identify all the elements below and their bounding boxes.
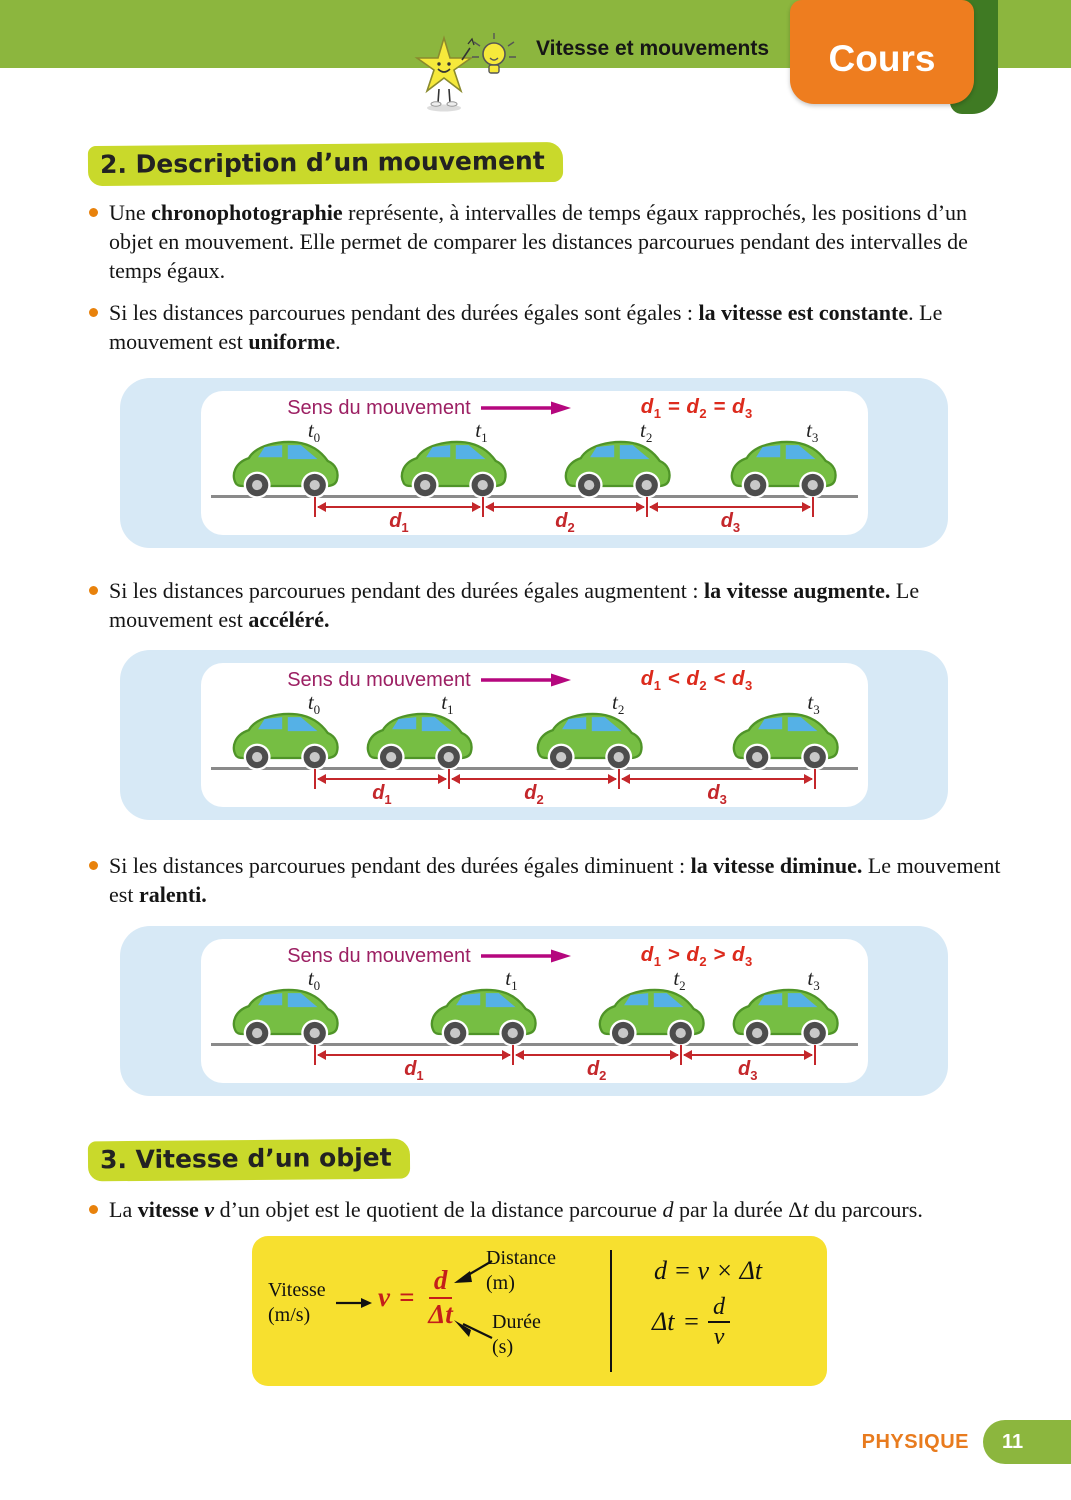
direction-label: Sens du mouvement [287, 669, 471, 691]
time-label: $t_0$ [307, 418, 321, 446]
chapter-title: Vitesse et mouvements [536, 37, 770, 60]
time-label: $t_1$ [441, 690, 454, 718]
bullet-icon [89, 861, 98, 870]
car-icon [533, 706, 645, 771]
time-label: $t_0$ [307, 690, 321, 718]
distance-label: $d_2$ [555, 510, 575, 535]
time-label: $t_2$ [611, 690, 625, 718]
time-label: $t_0$ [307, 966, 321, 994]
distance-formula: d = v × Δt [654, 1256, 763, 1285]
distance-relation: $d_1 < d_2 < d_3$ [640, 667, 753, 694]
diagram-stage [201, 690, 868, 807]
lightbulb-icon [472, 33, 516, 73]
time-label: $t_3$ [807, 966, 820, 994]
car-icon [229, 982, 341, 1047]
car-icon [729, 982, 841, 1047]
time-label: $t_3$ [806, 418, 819, 446]
bullet-paragraph: Si les distances parcourues pendant des durées égales diminuent : la vitesse diminue. Le mouvement est ralenti. [88, 851, 1001, 909]
car-icon [729, 706, 841, 771]
car-icon [229, 434, 341, 499]
distance-label: $d_2$ [586, 1058, 607, 1083]
diagram-card [201, 663, 868, 807]
direction-label: Sens du mouvement [287, 397, 471, 419]
diagram-card [201, 939, 868, 1083]
formula-divider [610, 1250, 612, 1372]
distance-relation: $d_1 = d_2 = d_3$ [640, 395, 753, 422]
formula-lhs: v [378, 1282, 390, 1313]
star-mascot-icon [412, 28, 522, 120]
formula-equals: = [682, 1307, 701, 1337]
direction-label: Sens du mouvement [287, 945, 471, 967]
diagram-card [201, 391, 868, 535]
formula-numerator: d [429, 1266, 453, 1299]
vitesse-label: Vitesse [268, 1279, 326, 1301]
formula-denominator: v [713, 1324, 725, 1351]
distance-relation: $d_1 > d_2 > d_3$ [640, 943, 753, 970]
diagram-stage [201, 418, 868, 535]
formula-lhs: Δt [652, 1307, 675, 1337]
formula-denominator: Δt [428, 1298, 453, 1329]
time-label: $t_2$ [639, 418, 653, 446]
vitesse-unit: (m/s) [268, 1304, 311, 1326]
time-label: $t_1$ [475, 418, 488, 446]
distance-label: $d_3$ [738, 1058, 758, 1083]
time-label: $t_3$ [807, 690, 820, 718]
arrow-to-duree-icon [450, 1316, 496, 1342]
direction-arrow-icon [481, 949, 571, 963]
bullet-paragraph: Si les distances parcourues pendant des durées égales augmentent : la vitesse augmente. Le mouvement est accéléré. [88, 576, 1001, 634]
formula-numerator: d [708, 1294, 730, 1323]
section-3-heading: 3. Vitesse d’un objet [88, 1139, 410, 1182]
bullet-icon [89, 308, 98, 317]
diagram-accelerated-motion [120, 650, 948, 820]
distance-label: $d_2$ [524, 782, 544, 807]
car-icon [397, 434, 509, 499]
bullet-icon [89, 1205, 98, 1214]
distance-label: $d_3$ [707, 782, 727, 807]
bullet-paragraph: La vitesse v d’un objet est le quotient de la distance parcourue d par la durée Δt du parcours. [88, 1195, 1001, 1224]
page-number-pill [983, 1420, 1071, 1464]
diagram-decelerated-motion [120, 926, 948, 1096]
speed-formula-box [252, 1236, 827, 1386]
distance-unit: (m) [486, 1272, 515, 1294]
diagram-uniform-motion [120, 378, 948, 548]
bullet-icon [89, 586, 98, 595]
bullet-paragraph: Une chronophotographie représente, à intervalles de temps égaux rapprochés, les positions d’un objet en mouvement. Elle permet de comparer les distances parcourues pendant des intervalles de temps égaux. [88, 198, 1001, 285]
duree-unit: (s) [492, 1336, 514, 1358]
car-icon [595, 982, 707, 1047]
section-2-heading: 2. Description d’un mouvement [88, 142, 563, 186]
distance-label: $d_1$ [404, 1058, 424, 1083]
distance-label: $d_1$ [372, 782, 392, 807]
bullet-paragraph: Si les distances parcourues pendant des durées égales sont égales : la vitesse est constante. Le mouvement est uniforme. [88, 298, 1001, 356]
direction-arrow-icon [481, 401, 571, 415]
time-label: $t_2$ [673, 966, 686, 994]
duration-formula [652, 1294, 730, 1351]
distance-label: Distance [486, 1247, 556, 1269]
car-icon [727, 434, 839, 499]
cours-tab[interactable]: Cours [790, 0, 974, 104]
footer-subject: PHYSIQUE [861, 1430, 969, 1453]
car-icon [363, 706, 475, 771]
bullet-icon [89, 208, 98, 217]
time-label: $t_1$ [505, 966, 518, 994]
arrow-right-icon [336, 1296, 372, 1310]
car-icon [427, 982, 539, 1047]
car-icon [561, 434, 673, 499]
car-icon [229, 706, 341, 771]
duree-label: Durée [492, 1311, 541, 1333]
direction-arrow-icon [481, 673, 571, 687]
speed-formula [378, 1266, 458, 1329]
distance-label: $d_1$ [389, 510, 409, 535]
formula-equals: = [398, 1282, 415, 1313]
distance-label: $d_3$ [720, 510, 741, 535]
page-number: 11 [1002, 1430, 1024, 1453]
diagram-stage [201, 966, 868, 1083]
